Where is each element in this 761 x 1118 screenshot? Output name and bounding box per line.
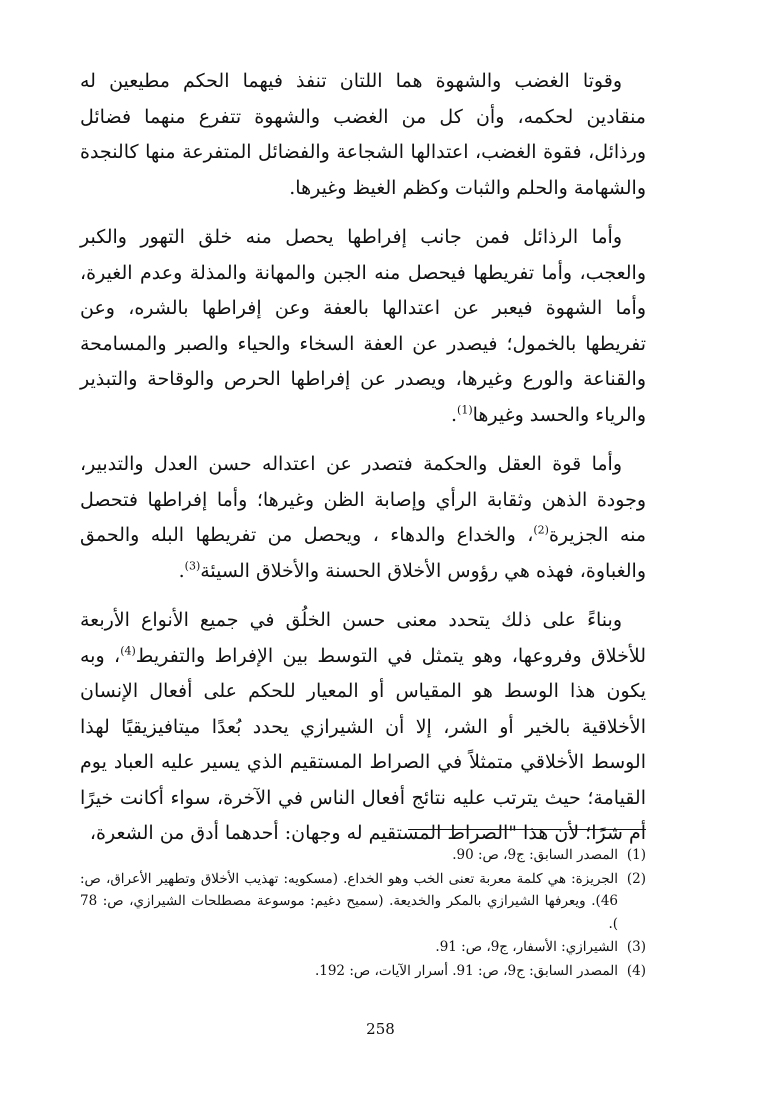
page-number: 258 — [366, 1020, 395, 1038]
footnote-ref-2[interactable]: (2) — [533, 523, 549, 537]
paragraph-text: . — [178, 559, 185, 582]
paragraph-text: ، والخداع والدهاء ، ويحصل من تفريطها البله والحمق والغباوة، فهذه هي رؤوس الأخلاق الحسنة والأخلاق السيئة — [80, 524, 646, 582]
footnote-ref-1[interactable]: (1) — [457, 403, 473, 417]
paragraph-text: وأما الرذائل فمن جانب إفراطها يحصل منه خلق التهور والكبر والعجب، وأما تفريطها فيحصل منه الجبن والمهانة والمذلة وعدم الغيرة، وأما الشهوة فيعبر عن اعتدالها بالعفة وعن إفراطها بالشره، وعن تفريطها بالخمول؛ فيصدر عن العفة السخاء والحياء والصبر والمسامحة والقناعة والورع وغيرها، ويصدر عن إفراطها الحرص والوقاحة والتبذير والرياء والحسد وغيرها — [80, 226, 646, 426]
footnote-ref-3[interactable]: (3) — [184, 559, 201, 573]
footnote-number: (4) — [626, 962, 646, 979]
footnote-2 — [80, 868, 646, 936]
paragraph-1 — [80, 64, 646, 206]
paragraph-text: . — [450, 403, 458, 426]
footnote-number: (2) — [626, 870, 646, 887]
paragraph-4 — [80, 603, 646, 852]
paragraph-text: ، وبه يكون هذا الوسط هو المقياس أو المعيار للحكم على أفعال الإنسان الأخلاقية بالخير أو الشر، إلا أن الشيرازي يحدد بُعدًا ميتافيزيقيًا لهذا الوسط الأخلاقي متمثلاً في الصراط المستقيم الذي يسير عليه العباد يوم القيامة؛ حيث يترتب عليه نتائج أفعال الناس في الآخرة، سواء أكانت خيرًا أم شرًا؛ لأن هذا "الصراط المستقيم له وجهان: أحدهما أدق من الشعرة، — [80, 644, 646, 844]
footnote-text: الشيرازي: الأسفار، ج9، ص: 91. — [435, 939, 618, 955]
footnote-number: (3) — [626, 939, 646, 955]
footnote-text: المصدر السابق: ج9، ص: 91. أسرار الآيات، ص: 192. — [314, 962, 618, 979]
footnote-text: المصدر السابق: ج9، ص: 90. — [452, 847, 618, 863]
footnote-3 — [80, 936, 646, 959]
paragraph-3 — [80, 447, 646, 589]
footnote-1 — [80, 844, 646, 867]
footnote-text: الجريزة: هي كلمة معربة تعنى الخب وهو الخداع. (مسكويه: تهذيب الأخلاق وتطهير الأعراق، ص: 46). ويعرفها الشيرازي بالمكر والخديعة. (سميح دغيم: موسوعة مصطلحات الشيرازي، ص: 78 ). — [80, 870, 618, 932]
footnote-4 — [80, 960, 646, 983]
footnote-number: (1) — [626, 847, 646, 863]
footnotes — [80, 844, 646, 983]
paragraph-text: وأما قوة العقل والحكمة فتصدر عن اعتداله حسن العدل والتدبير، وجودة الذهن وثقابة الرأي وإصابة الظن وغيرها؛ وأما إفراطها فتحصل منه الجزيرة — [80, 453, 646, 546]
footnote-ref-4[interactable]: (4) — [120, 644, 136, 658]
main-text — [80, 64, 646, 866]
footnote-divider — [408, 829, 646, 830]
paragraph-text: وقوتا الغضب والشهوة هما اللتان تنفذ فيهما الحكم مطيعين له منقادين لحكمه، وأن كل من الغضب والشهوة تتفرع منهما فضائل ورذائل، فقوة الغضب، اعتدالها الشجاعة والفضائل المتفرعة منها كالنجدة والشهامة والحلم والثبات وكظم الغيظ وغيرها. — [80, 70, 646, 199]
paragraph-2 — [80, 220, 646, 433]
paragraph-text: وبناءً على ذلك يتحدد معنى حسن الخلُق في جميع الأنواع الأربعة للأخلاق وفروعها، وهو يتمثل في التوسط بين الإفراط والتفريط — [80, 609, 646, 667]
